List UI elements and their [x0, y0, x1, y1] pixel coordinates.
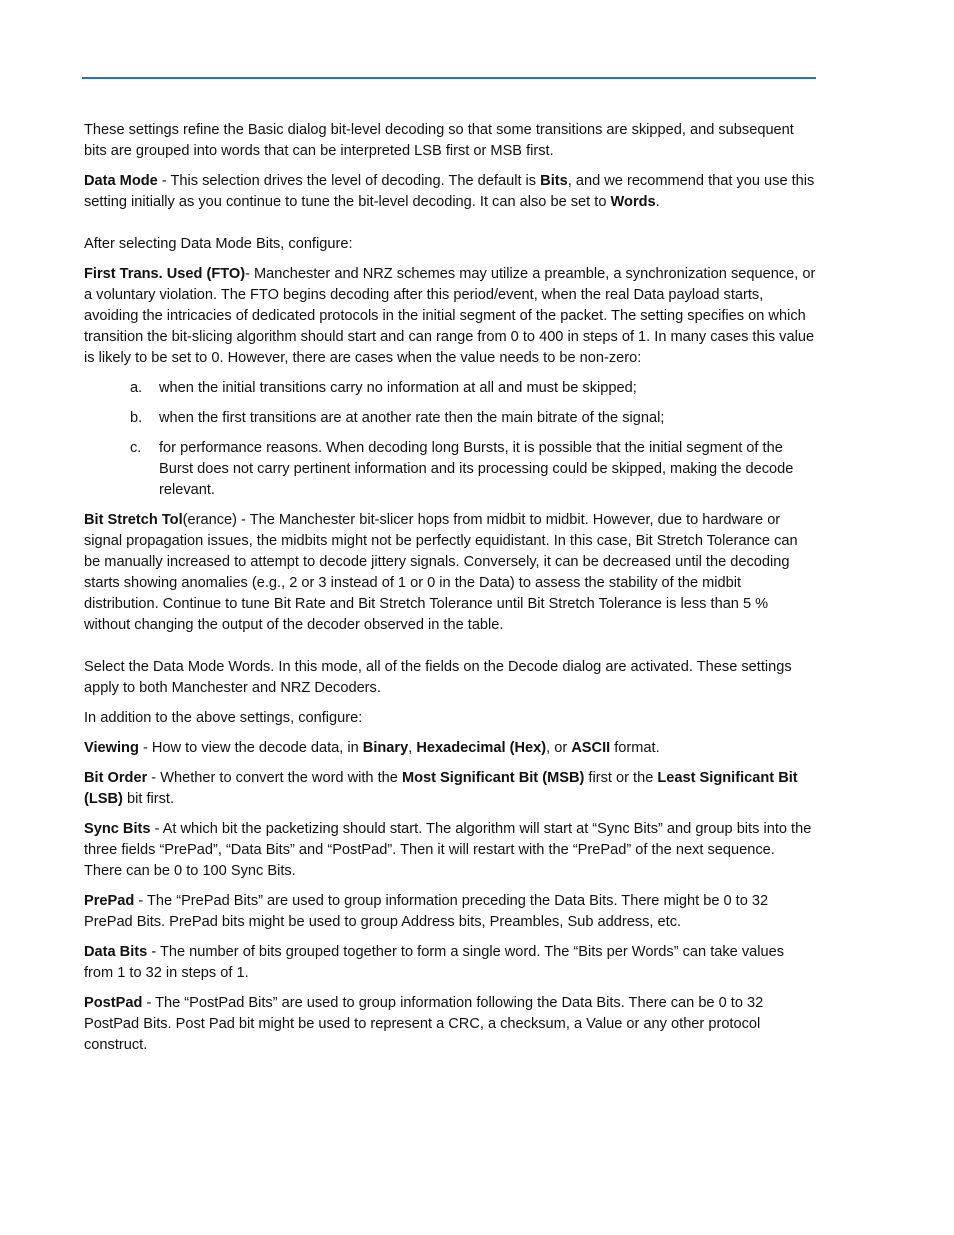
- list-item: c. for performance reasons. When decoding long Bursts, it is possible that the initial segment of the Burst does not carry pertinent information and its processing could be skipped, making the decode relevant.: [130, 440, 794, 498]
- prepad-paragraph: PrePad - The “PrePad Bits” are used to group information preceding the Data Bits. There might be 0 to 32 PrePad Bits. PrePad bits might be used to group Address bits, Preambles, Sub address, etc.: [84, 893, 769, 930]
- sync-bits-label: Sync Bits: [84, 821, 151, 837]
- data-bits-paragraph: Data Bits - The number of bits grouped together to form a single word. The “Bits per Words” can take values from 1 to 32 in steps of 1.: [84, 944, 785, 981]
- prepad-label: PrePad: [84, 893, 135, 909]
- bit-stretch-paragraph: Bit Stretch Tol(erance) - The Manchester bit-slicer hops from midbit to midbit. However, due to hardware or signal propagation issues, the midbits might not be perfectly equidistant. In this case, Bit Stretch Tolerance can be manually increased to attempt to decode jittery signals. Conversely, it can be decreased until the decoding starts showing anomalies (e.g., 2 or 3 instead of 1 or 0 in the Data) to assess the stability of the midbit distribution. Continue to tune Bit Rate and Bit Stretch Tolerance until Bit Stretch Tolerance is less than 5 % without changing the output of the decoder observed in the table.: [84, 512, 798, 633]
- viewing-paragraph: Viewing - How to view the decode data, in Binary, Hexadecimal (Hex), or ASCII format.: [84, 740, 660, 756]
- in-addition-paragraph: In addition to the above settings, configure:: [84, 710, 363, 726]
- bit-order-label: Bit Order: [84, 770, 148, 786]
- data-mode-paragraph: Data Mode - This selection drives the level of decoding. The default is Bits, and we recommend that you use this setting initially as you continue to tune the bit-level decoding. It can also be set to Words.: [84, 173, 815, 210]
- list-item: a. when the initial transitions carry no information at all and must be skipped;: [130, 380, 637, 396]
- viewing-label: Viewing: [84, 740, 139, 756]
- postpad-label: PostPad: [84, 995, 143, 1011]
- header-rule: [82, 77, 816, 79]
- list-item: b. when the first transitions are at another rate then the main bitrate of the signal;: [130, 410, 665, 426]
- fto-list: [84, 378, 816, 501]
- bit-stretch-label: Bit Stretch Tol: [84, 512, 183, 528]
- data-mode-label: Data Mode: [84, 173, 158, 189]
- intro-paragraph: These settings refine the Basic dialog bit-level decoding so that some transitions are skipped, and subsequent bits are grouped into words that can be interpreted LSB first or MSB first.: [84, 122, 794, 159]
- postpad-paragraph: PostPad - The “PostPad Bits” are used to group information following the Data Bits. There can be 0 to 32 PostPad Bits. Post Pad bit might be used to represent a CRC, a checksum, a Value or any other protocol construct.: [84, 995, 764, 1053]
- fto-label: First Trans. Used (FTO): [84, 266, 246, 282]
- fto-paragraph: First Trans. Used (FTO)- Manchester and NRZ schemes may utilize a preamble, a synchronization sequence, or a voluntary violation. The FTO begins decoding after this period/event, when the real Data payload starts, avoiding the intricacies of dedicated protocols in the initial segment of the packet. The setting specifies on which transition the bit-slicing algorithm should start and can range from 0 to 400 in steps of 1. In many cases this value is likely to be set to 0. However, there are cases when the value needs to be non-zero:: [84, 266, 816, 366]
- after-bits-paragraph: After selecting Data Mode Bits, configure:: [84, 236, 353, 252]
- bit-order-paragraph: Bit Order - Whether to convert the word with the Most Significant Bit (MSB) first or the Least Significant Bit (LSB) bit first.: [84, 770, 798, 807]
- sync-bits-paragraph: Sync Bits - At which bit the packetizing should start. The algorithm will start at “Sync Bits” and group bits into the three fields “PrePad”, “Data Bits” and “PostPad”. Then it will restart with the “PrePad” of the next sequence. There can be 0 to 100 Sync Bits.: [84, 821, 812, 879]
- words-intro-paragraph: Select the Data Mode Words. In this mode, all of the fields on the Decode dialog are activated. These settings apply to both Manchester and NRZ Decoders.: [84, 659, 792, 696]
- data-bits-label: Data Bits: [84, 944, 148, 960]
- document-body: [84, 120, 816, 1065]
